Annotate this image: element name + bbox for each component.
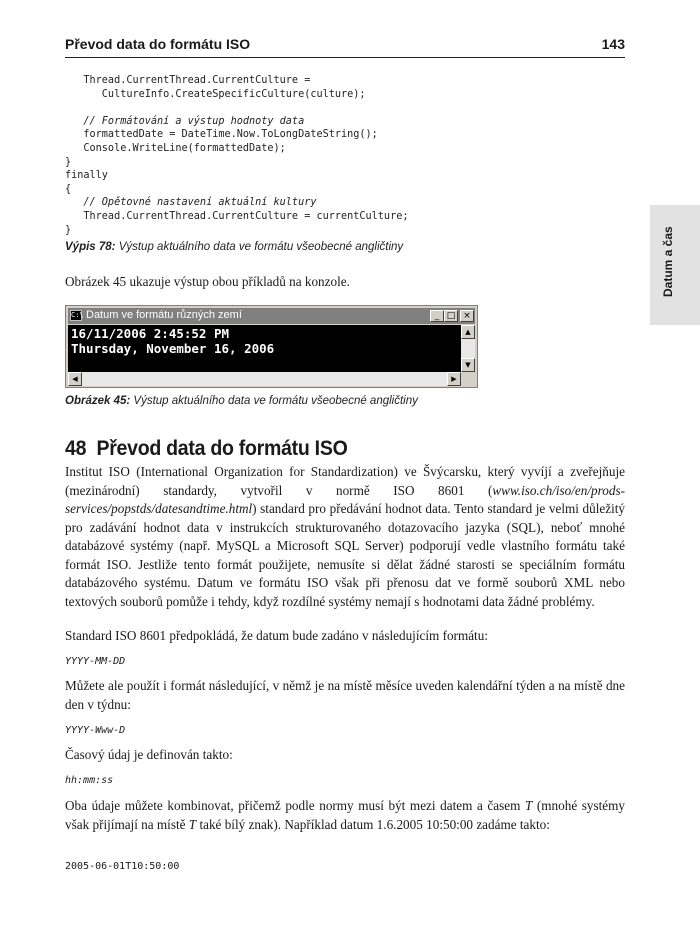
header-rule bbox=[65, 57, 625, 58]
figure-caption-label: Obrázek 45: bbox=[65, 395, 131, 407]
listing-caption-label: Výpis 78: bbox=[65, 241, 116, 253]
console-title-bar bbox=[68, 308, 475, 324]
para5-t-1: T bbox=[524, 798, 533, 813]
code-line: } bbox=[65, 224, 72, 236]
body-paragraph-5 bbox=[65, 797, 625, 834]
scroll-left-button[interactable]: ◀ bbox=[68, 372, 82, 386]
code-line: // Opětovné nastavení aktuální kultury bbox=[65, 197, 317, 209]
code-line bbox=[65, 101, 625, 115]
code-line: Thread.CurrentThread.CurrentCulture = bbox=[65, 75, 311, 86]
maximize-button[interactable]: □ bbox=[444, 310, 458, 322]
body-paragraph-1 bbox=[65, 463, 625, 611]
vertical-scrollbar[interactable] bbox=[461, 325, 475, 372]
running-header bbox=[65, 36, 625, 54]
para5-t-2: T bbox=[188, 816, 197, 832]
code-line: finally bbox=[65, 170, 108, 182]
console-line: 16/11/2006 2:45:52 PM bbox=[71, 326, 230, 341]
listing-caption bbox=[65, 241, 403, 253]
scroll-up-button[interactable]: ▲ bbox=[461, 325, 475, 339]
code-line: Thread.CurrentThread.CurrentCulture = currentCulture; bbox=[65, 210, 409, 222]
body-paragraph-4: Časový údaj je definován takto: bbox=[65, 747, 233, 762]
console-output bbox=[68, 325, 461, 372]
console-line: Thursday, November 16, 2006 bbox=[71, 341, 275, 356]
resize-grip[interactable] bbox=[461, 372, 475, 386]
example-datetime: 2005-06-01T10:50:00 bbox=[65, 861, 180, 872]
page-number: 143 bbox=[601, 36, 625, 52]
para1-text-start: Institut ISO (International Organization for Standardization) ve Švýcarsku, který vyvíjí a zveřejňuje (mezinárodní) standardy, vytvořil v normě ISO 8601 ( bbox=[65, 464, 625, 498]
close-button[interactable]: × bbox=[460, 310, 474, 322]
code-listing bbox=[65, 74, 625, 237]
format-time: hh:mm:ss bbox=[65, 775, 114, 786]
figure-caption bbox=[65, 395, 418, 407]
body-paragraph-2: Standard ISO 8601 předpokládá, že datum bude zadáno v následujícím formátu: bbox=[65, 628, 488, 643]
section-heading bbox=[65, 437, 348, 461]
para1-text-end: ) standard pro předávání hodnot data. Tento standard je velmi důležitý pro zadávání hodnot data v instrukcích strukturovaného dotazovacího jazyka (SQL), neboť mnohé databázové systémy (např. MySQL a Microsoft SQL Server) podporují vedle vlastního formátu také formát ISO. Jestliže tento formát použijete, nemusíte si dělat žádné starosti se speciálním formátu databázového systému. Datum ve formátu ISO však při přenosu dat ve formě souborů XML nebo textových souborů pomůže i tehdy, když rozdílné systémy nemají s hodnotami data žádné problémy. bbox=[65, 501, 625, 609]
minimize-button[interactable]: _ bbox=[430, 310, 444, 322]
iso-url-link[interactable]: www.iso.ch/iso/en/prods-services/popstds/datesandtime.html bbox=[65, 482, 625, 516]
listing-caption-text: Výstup aktuálního data ve formátu všeobecné angličtiny bbox=[115, 241, 404, 253]
scroll-down-button[interactable]: ▼ bbox=[461, 358, 475, 372]
code-line: Console.WriteLine(formattedDate); bbox=[65, 142, 286, 154]
para5-text-1: Oba údaje můžete kombinovat, přičemž podle normy musí být mezi datem a časem bbox=[65, 798, 525, 813]
scroll-right-button[interactable]: ▶ bbox=[447, 372, 461, 386]
code-line: // Formátování a výstup hodnoty data bbox=[65, 115, 305, 127]
figure-caption-text: Výstup aktuálního data ve formátu všeobecné angličtiny bbox=[130, 395, 418, 407]
header-title: Převod data do formátu ISO bbox=[65, 36, 251, 52]
side-tab-label: Datum a čas bbox=[661, 226, 675, 297]
section-number: 48 bbox=[65, 437, 87, 460]
format-date: YYYY-MM-DD bbox=[65, 656, 126, 667]
para5-text-2: (mnohé systémy však přijímají na místě bbox=[65, 798, 626, 832]
intro-paragraph: Obrázek 45 ukazuje výstup obou příkladů na konzole. bbox=[65, 274, 350, 289]
code-line: CultureInfo.CreateSpecificCulture(culture); bbox=[65, 88, 366, 100]
section-title: Převod data do formátu ISO bbox=[96, 437, 348, 460]
console-title: Datum ve formátu různých zemí bbox=[86, 309, 242, 321]
format-week: YYYY-Www-D bbox=[65, 725, 126, 736]
code-line: { bbox=[65, 183, 72, 195]
horizontal-scrollbar[interactable] bbox=[68, 372, 461, 386]
code-line: } bbox=[65, 156, 72, 168]
body-paragraph-3: Můžete ale použít i formát následující, v němž je na místě měsíce uveden kalendářní týden a na místě dne den v týdnu: bbox=[65, 678, 625, 712]
code-line: formattedDate = DateTime.Now.ToLongDateString(); bbox=[65, 129, 378, 141]
console-window bbox=[65, 305, 478, 388]
para5-text-3: také bílý znak). Například datum 1.6.2005 10:50:00 zadáme takto: bbox=[196, 816, 550, 832]
console-app-icon: C:\ bbox=[71, 311, 84, 319]
side-thumb-tab bbox=[650, 205, 700, 325]
